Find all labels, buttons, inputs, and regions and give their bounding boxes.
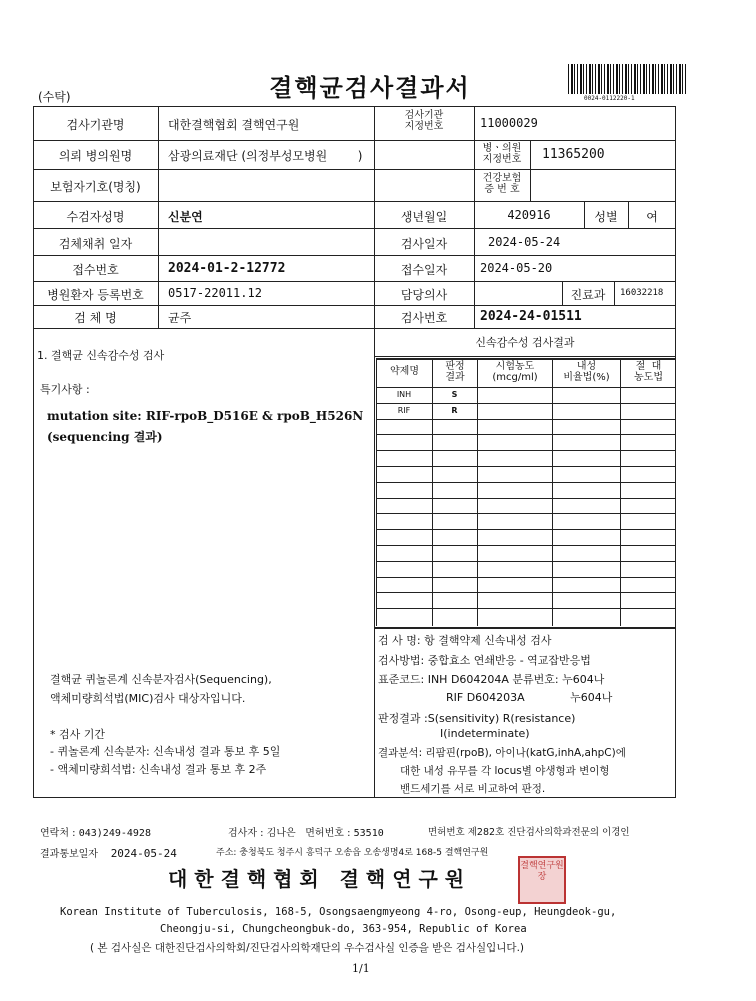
certification: ( 본 검사실은 대한진단검사의학회/진단검사의학재단의 우수검사실 인증을 받은 검사실입니다.)	[90, 942, 525, 954]
inst-value: 대한결핵협회 결핵연구원	[168, 118, 300, 132]
results-row-line	[376, 403, 676, 404]
hospital-value: 삼광의료재단 (의정부성모병원 )	[168, 149, 363, 163]
contact: 연락처 : 043)249-4928	[40, 828, 151, 839]
doctor-label: 담당의사	[400, 288, 448, 302]
note-line-1: 결핵균 퀴놀론계 신속분자검사(Sequencing),	[50, 673, 272, 686]
receipt-no-value: 2024-01-2-12772	[168, 261, 286, 276]
method-line-9: 밴드세기를 서로 비교하여 판정.	[400, 783, 546, 795]
receipt-no-label: 접수번호	[72, 263, 119, 277]
test-date-label: 검사일자	[400, 237, 448, 251]
col-abs-header: 절 대 농도법	[634, 361, 663, 383]
results-row-line	[376, 498, 676, 499]
reg-no-value: 0517-22011.12	[168, 286, 262, 300]
result-drug-cell: RIF	[397, 406, 411, 415]
test-no-label: 검사번호	[400, 311, 448, 325]
results-row-line	[376, 561, 676, 562]
result-judge-cell: R	[451, 406, 458, 415]
dept-label: 진료과	[570, 288, 606, 302]
remarks-label: 특기사항 :	[40, 383, 90, 396]
method-line-5: 판정결과 :S(sensitivity) R(resistance)	[378, 712, 576, 725]
specimen-label: 검 체 명	[74, 311, 117, 325]
sex-value: 여	[646, 210, 658, 224]
results-row-line	[376, 434, 676, 435]
sex-label: 성별	[594, 210, 618, 224]
patient-label: 수검자성명	[66, 210, 125, 224]
collect-label: 검체채취 일자	[58, 237, 133, 251]
inst-no-label: 검사기관 지정번호	[404, 110, 444, 132]
results-row-line	[376, 608, 676, 609]
mutation-method: (sequencing 결과)	[47, 430, 163, 444]
result-judge-cell: S	[451, 390, 458, 399]
col-judge-header: 판정 결과	[445, 361, 465, 383]
col-ratio-header: 내성 비율법(%)	[563, 361, 610, 383]
specimen-value: 균주	[168, 311, 192, 325]
receipt-date-value: 2024-05-20	[480, 261, 553, 275]
hosp-no-label: 병ㆍ의원 지정번호	[482, 143, 522, 165]
address: 주소: 충청북도 청주시 흥덕구 오송읍 오송생명4로 168-5 결핵연구원	[216, 848, 489, 858]
receipt-date-label: 접수일자	[400, 263, 448, 277]
license-director: 면허번호 제282호 진단검사의학과전문의 이경인	[428, 827, 630, 838]
birth-label: 생년월일	[400, 210, 448, 224]
dept-value: 16032218	[620, 288, 664, 298]
english-address-1: Korean Institute of Tuberculosis, 168-5, Osongsaengmyeong 4-ro, Osong-eup, Heungdeok-gu,	[60, 906, 617, 918]
results-row-line	[376, 577, 676, 578]
barcode-number: 0024-0112220-1	[584, 95, 635, 102]
period-line-2: - 액체미량희석법: 신속내성 결과 통보 후 2주	[50, 763, 267, 776]
barcode	[568, 64, 688, 94]
reg-no-label: 병원환자 등록번호	[47, 288, 144, 302]
health-label: 건강보험 증 번 호	[482, 173, 522, 195]
method-line-3: 표준코드: INH D604204A 분류번호: 누604나	[378, 673, 605, 686]
test-date-value: 2024-05-24	[488, 235, 561, 249]
hospital-label: 의뢰 병의원명	[58, 149, 133, 163]
results-row-line	[376, 592, 676, 593]
insurer-label: 보험자기호(명칭)	[50, 180, 141, 194]
results-row-line	[376, 419, 676, 420]
col-conc-header: 시험농도 (mcg/ml)	[492, 361, 538, 383]
results-row-line	[376, 529, 676, 530]
birth-value: 420916	[507, 208, 551, 222]
method-line-7: 결과분석: 리팜핀(rpoB), 아이나(katG,inhA,ahpC)에	[378, 747, 626, 759]
mutation-site: mutation site: RIF-rpoB_D516E & rpoB_H526N	[47, 409, 364, 423]
method-line-4: RIF D604203A 누604나	[446, 691, 613, 704]
results-title: 신속감수성 검사결과	[475, 336, 575, 349]
org-name: 대 한 결 핵 협 회 결 핵 연 구 원	[168, 867, 465, 891]
method-line-6: I(indeterminate)	[440, 727, 530, 740]
method-line-2: 검사방법: 중합효소 연쇄반응 - 역교잡반응법	[378, 654, 591, 667]
inst-label: 검사기관명	[66, 118, 125, 132]
notify-date: 결과통보일자 2024-05-24	[40, 847, 177, 860]
period-line-1: - 퀴놀론계 신속분자: 신속내성 결과 통보 후 5일	[50, 745, 281, 758]
patient-value: 신분연	[168, 210, 203, 224]
copy-type: (수탁)	[38, 90, 71, 104]
method-line-8: 대한 내성 유무를 각 locus별 야생형과 변이형	[400, 765, 610, 777]
official-seal: 결핵연구원장	[518, 856, 566, 904]
col-drug-header: 약제명	[390, 366, 419, 377]
tester: 검사자 : 김나은 면허번호 : 53510	[228, 828, 384, 839]
english-address-2: Cheongju-si, Chungcheongbuk-do, 363-954, Republic of Korea	[160, 923, 527, 935]
note-line-2: 액체미량희석법(MIC)검사 대상자입니다.	[50, 692, 246, 705]
results-row-line	[376, 387, 676, 388]
test-no-value: 2024-24-01511	[480, 309, 582, 324]
results-row-line	[376, 545, 676, 546]
period-title: * 검사 기간	[50, 728, 105, 741]
results-row-line	[376, 513, 676, 514]
results-row-line	[376, 466, 676, 467]
hosp-no-value: 11365200	[542, 147, 605, 162]
inst-no-value: 11000029	[480, 116, 538, 130]
test-name: 1. 결핵균 신속감수성 검사	[37, 349, 165, 362]
results-row-line	[376, 482, 676, 483]
document-title: 결핵균검사결과서	[269, 74, 471, 102]
results-row-line	[376, 450, 676, 451]
result-drug-cell: INH	[396, 390, 412, 399]
method-line-1: 검 사 명: 항 결핵약제 신속내성 검사	[378, 634, 552, 647]
page-number: 1/1	[352, 962, 370, 975]
